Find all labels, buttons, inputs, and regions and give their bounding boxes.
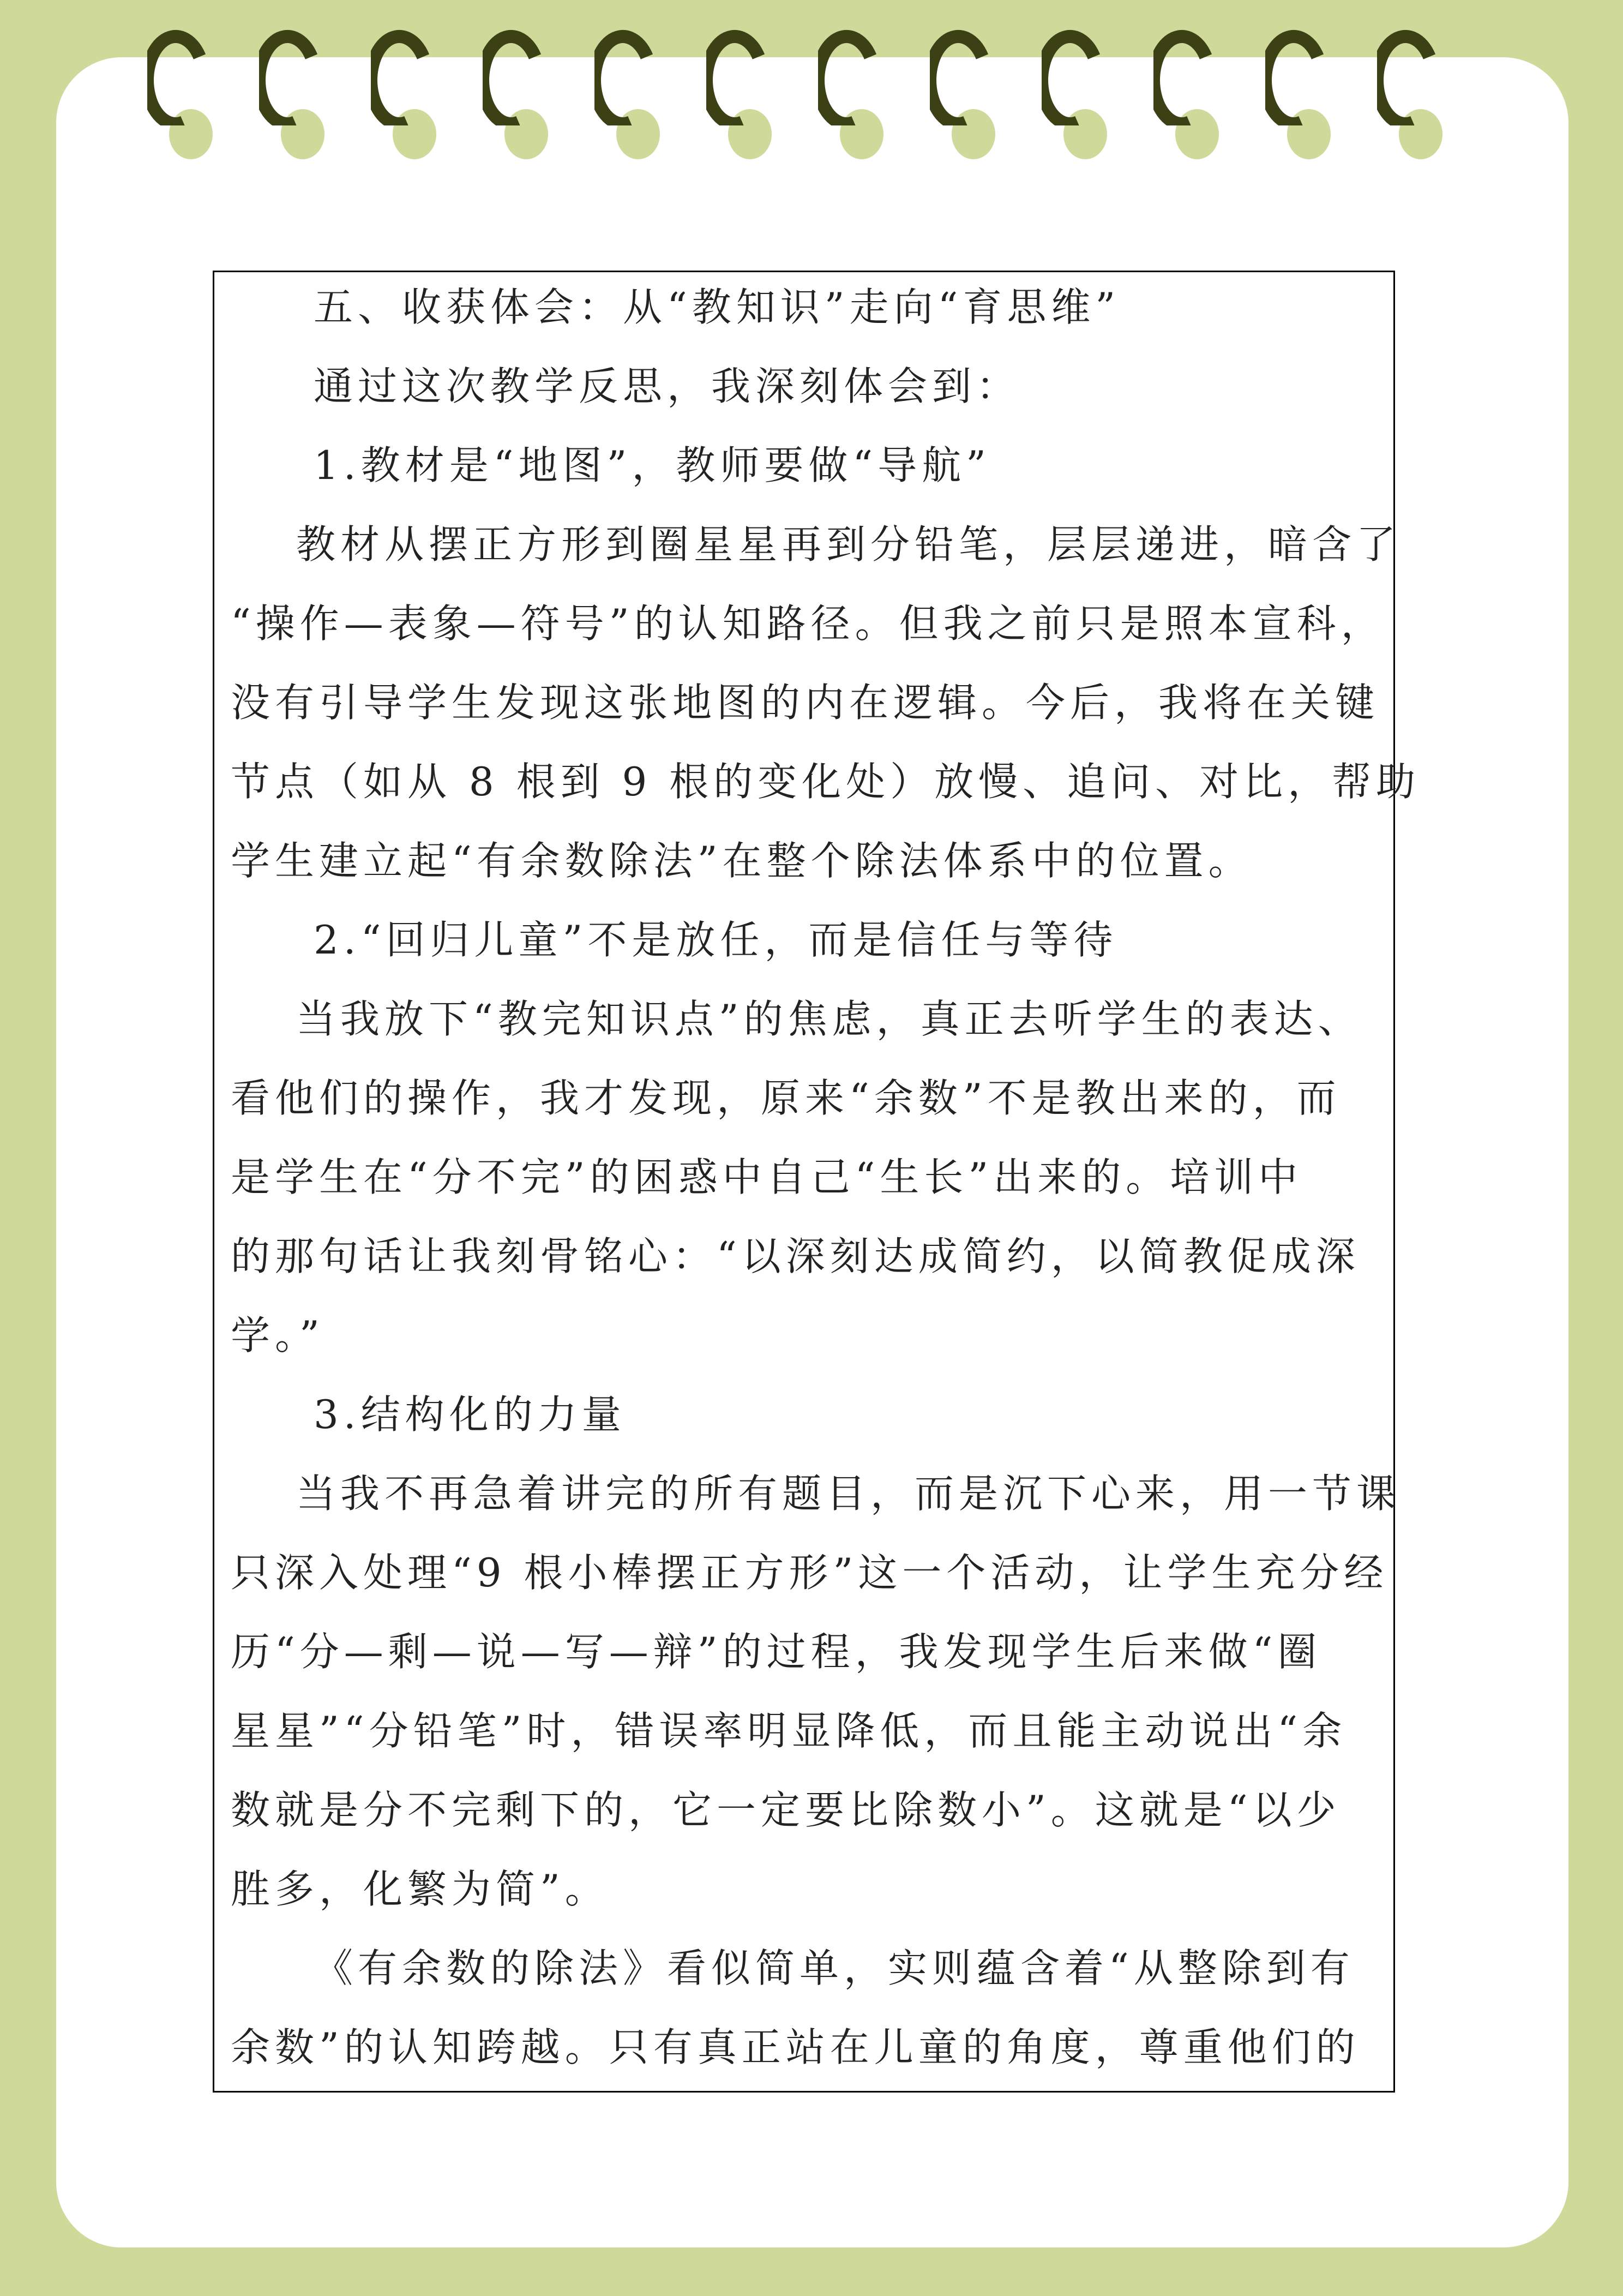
point-3-line: 当我不再急着讲完的所有题目，而是沉下心来，用一节课 bbox=[296, 1471, 1401, 1516]
binder-ring-icon bbox=[1042, 29, 1102, 125]
binder-ring-icon bbox=[483, 29, 543, 125]
binder-ring-icon bbox=[818, 29, 878, 125]
point-2-line: 看他们的操作，我才发现，原来“余数”不是教出来的，而 bbox=[231, 1075, 1341, 1121]
binder-ring-icon bbox=[371, 29, 431, 125]
point-2-heading: 2.“回归儿童”不是放任，而是信任与等待 bbox=[314, 917, 1118, 963]
binder-ring-icon bbox=[1153, 29, 1213, 125]
point-3-line: 只深入处理“9 根小棒摆正方形”这一个活动，让学生充分经 bbox=[231, 1550, 1388, 1596]
point-1-line: 教材从摆正方形到圈星星再到分铅笔，层层递进，暗含了 bbox=[296, 521, 1401, 567]
binder-ring-icon bbox=[1377, 29, 1437, 125]
binder-ring-icon bbox=[594, 29, 654, 125]
point-2-line: 是学生在“分不完”的困惑中自己“生长”出来的。培训中 bbox=[231, 1154, 1303, 1200]
point-3-heading: 3.结构化的力量 bbox=[314, 1392, 626, 1437]
binder-ring-icon bbox=[706, 29, 766, 125]
point-1-heading: 1.教材是“地图”，教师要做“导航” bbox=[314, 442, 991, 488]
point-3-line: 星星”“分铅笔”时，错误率明显降低，而且能主动说出“余 bbox=[231, 1708, 1347, 1754]
point-2-line: 的那句话让我刻骨铭心：“以深刻达成简约，以简教促成深 bbox=[231, 1233, 1360, 1279]
point-1-line: 没有引导学生发现这张地图的内在逻辑。今后，我将在关键 bbox=[231, 680, 1380, 726]
binder-ring-icon bbox=[147, 29, 207, 125]
closing-line: 余数”的认知跨越。只有真正站在儿童的角度，尊重他们的 bbox=[231, 2024, 1360, 2070]
point-3-line: 数就是分不完剩下的，它一定要比除数小”。这就是“以少 bbox=[231, 1787, 1341, 1833]
point-1-line: “操作—表象—符号”的认知路径。但我之前只是照本宣科， bbox=[231, 601, 1385, 646]
section-title: 五、收获体会：从“教知识”走向“育思维” bbox=[314, 284, 1121, 330]
reflection-text-box bbox=[213, 271, 1421, 2093]
point-2-line: 学。” bbox=[231, 1312, 324, 1358]
point-1-line: 节点（如从 8 根到 9 根的变化处）放慢、追问、对比，帮助 bbox=[231, 759, 1421, 805]
binder-ring-icon bbox=[930, 29, 990, 125]
point-1-line: 学生建立起“有余数除法”在整个除法体系中的位置。 bbox=[231, 838, 1253, 884]
point-3-line: 胜多，化繁为简”。 bbox=[231, 1866, 609, 1912]
binder-ring-icon bbox=[1265, 29, 1325, 125]
binder-ring-icon bbox=[259, 29, 319, 125]
point-2-line: 当我放下“教完知识点”的焦虑，真正去听学生的表达、 bbox=[296, 996, 1362, 1042]
intro-line: 通过这次教学反思，我深刻体会到： bbox=[314, 363, 1021, 409]
closing-line: 《有余数的除法》看似简单，实则蕴含着“从整除到有 bbox=[314, 1945, 1355, 1991]
point-3-line: 历“分—剩—说—写—辩”的过程，我发现学生后来做“圈 bbox=[231, 1629, 1322, 1675]
